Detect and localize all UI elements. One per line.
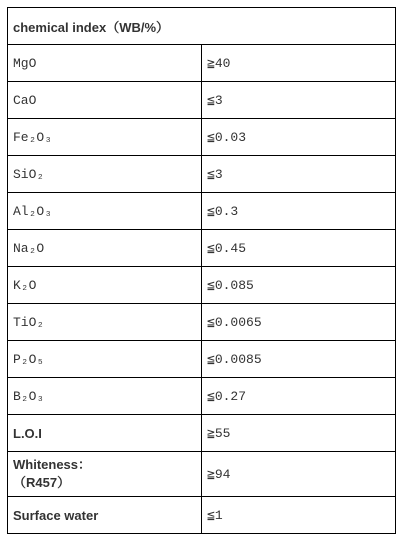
component-name: Whiteness： （R457）	[8, 452, 202, 497]
header-row	[8, 8, 396, 45]
table-row	[8, 119, 396, 156]
component-name: Fe₂O₃	[8, 119, 202, 156]
table-row	[8, 378, 396, 415]
table-row	[8, 45, 396, 82]
component-value: ≦0.45	[202, 230, 396, 267]
table-row	[8, 415, 396, 452]
component-value: ≦0.0065	[202, 304, 396, 341]
table-row	[8, 341, 396, 378]
component-value: ≦0.03	[202, 119, 396, 156]
table-row	[8, 452, 396, 497]
component-name: CaO	[8, 82, 202, 119]
component-value: ≦0.085	[202, 267, 396, 304]
component-name: P₂O₅	[8, 341, 202, 378]
component-value: ≦3	[202, 82, 396, 119]
table-header: chemical index（WB/%）	[8, 8, 396, 45]
component-value: ≦3	[202, 156, 396, 193]
table-row	[8, 497, 396, 534]
component-name: Surface water	[8, 497, 202, 534]
chemical-index-table	[7, 7, 396, 534]
component-value: ≧94	[202, 452, 396, 497]
component-name: K₂O	[8, 267, 202, 304]
component-value: ≦0.27	[202, 378, 396, 415]
component-name: MgO	[8, 45, 202, 82]
component-value: ≧40	[202, 45, 396, 82]
component-name: Al₂O₃	[8, 193, 202, 230]
component-value: ≦0.3	[202, 193, 396, 230]
component-value: ≧55	[202, 415, 396, 452]
table-row	[8, 230, 396, 267]
component-name: SiO₂	[8, 156, 202, 193]
table-row	[8, 304, 396, 341]
table-row	[8, 156, 396, 193]
component-value: ≦0.0085	[202, 341, 396, 378]
table-row	[8, 82, 396, 119]
component-name: B₂O₃	[8, 378, 202, 415]
component-value: ≦1	[202, 497, 396, 534]
component-name: Na₂O	[8, 230, 202, 267]
table-row	[8, 267, 396, 304]
component-name: L.O.I	[8, 415, 202, 452]
component-name: TiO₂	[8, 304, 202, 341]
table-row	[8, 193, 396, 230]
